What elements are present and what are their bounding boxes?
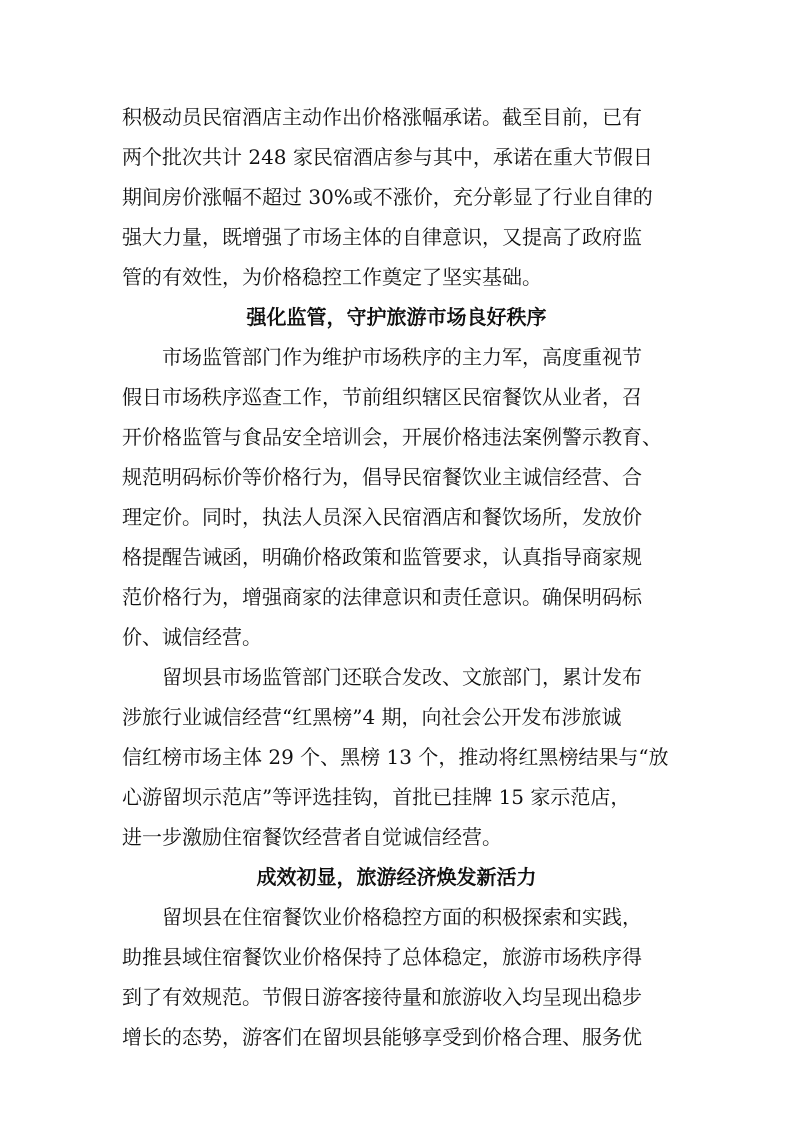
paragraph-1-line-4: 强大力量，既增强了市场主体的自律意识，又提高了政府监 xyxy=(122,225,642,249)
section-heading-1: 强化监管，守护旅游市场良好秩序 xyxy=(246,305,547,329)
paragraph-1-line-1: 积极动员民宿酒店主动作出价格涨幅承诺。截至目前，已有 xyxy=(122,105,642,129)
paragraph-4-line-1: 留坝县在住宿餐饮业价格稳控方面的积极探索和实践， xyxy=(162,905,642,929)
paragraph-1-line-3: 期间房价涨幅不超过 30%或不涨价，充分彰显了行业自律的 xyxy=(122,185,653,209)
paragraph-4-line-4: 增长的态势，游客们在留坝县能够享受到价格合理、服务优 xyxy=(122,1025,642,1049)
paragraph-4-line-2: 助推县域住宿餐饮业价格保持了总体稳定，旅游市场秩序得 xyxy=(122,945,642,969)
paragraph-3-line-3: 信红榜市场主体 29 个、黑榜 13 个，推动将红黑榜结果与“放 xyxy=(122,745,669,769)
paragraph-2-line-2: 假日市场秩序巡查工作，节前组织辖区民宿餐饮从业者，召 xyxy=(122,385,642,409)
paragraph-1-line-2: 两个批次共计 248 家民宿酒店参与其中，承诺在重大节假日 xyxy=(122,145,653,169)
paragraph-2-line-5: 理定价。同时，执法人员深入民宿酒店和餐饮场所，发放价 xyxy=(122,505,642,529)
paragraph-4-line-3: 到了有效规范。节假日游客接待量和旅游收入均呈现出稳步 xyxy=(122,985,642,1009)
paragraph-2-line-1: 市场监管部门作为维护市场秩序的主力军，高度重视节 xyxy=(162,345,642,369)
paragraph-2-line-8: 价、诚信经营。 xyxy=(122,625,262,649)
paragraph-2-line-3: 开价格监管与食品安全培训会，开展价格违法案例警示教育、 xyxy=(122,425,662,449)
paragraph-3-line-1: 留坝县市场监管部门还联合发改、文旅部门，累计发布 xyxy=(162,665,642,689)
paragraph-2-line-6: 格提醒告诫函，明确价格政策和监管要求，认真指导商家规 xyxy=(122,545,642,569)
paragraph-3-line-2: 涉旅行业诚信经营“红黑榜”4 期，向社会公开发布涉旅诚 xyxy=(122,705,622,729)
section-heading-2: 成效初显，旅游经济焕发新活力 xyxy=(256,865,537,889)
paragraph-1-line-5: 管的有效性，为价格稳控工作奠定了坚实基础。 xyxy=(122,265,542,289)
paragraph-3-line-4: 心游留坝示范店”等评选挂钩，首批已挂牌 15 家示范店， xyxy=(122,785,631,809)
paragraph-2-line-4: 规范明码标价等价格行为，倡导民宿餐饮业主诚信经营、合 xyxy=(122,465,642,489)
paragraph-2-line-7: 范价格行为，增强商家的法律意识和责任意识。确保明码标 xyxy=(122,585,642,609)
paragraph-3-line-5: 进一步激励住宿餐饮经营者自觉诚信经营。 xyxy=(122,825,502,849)
